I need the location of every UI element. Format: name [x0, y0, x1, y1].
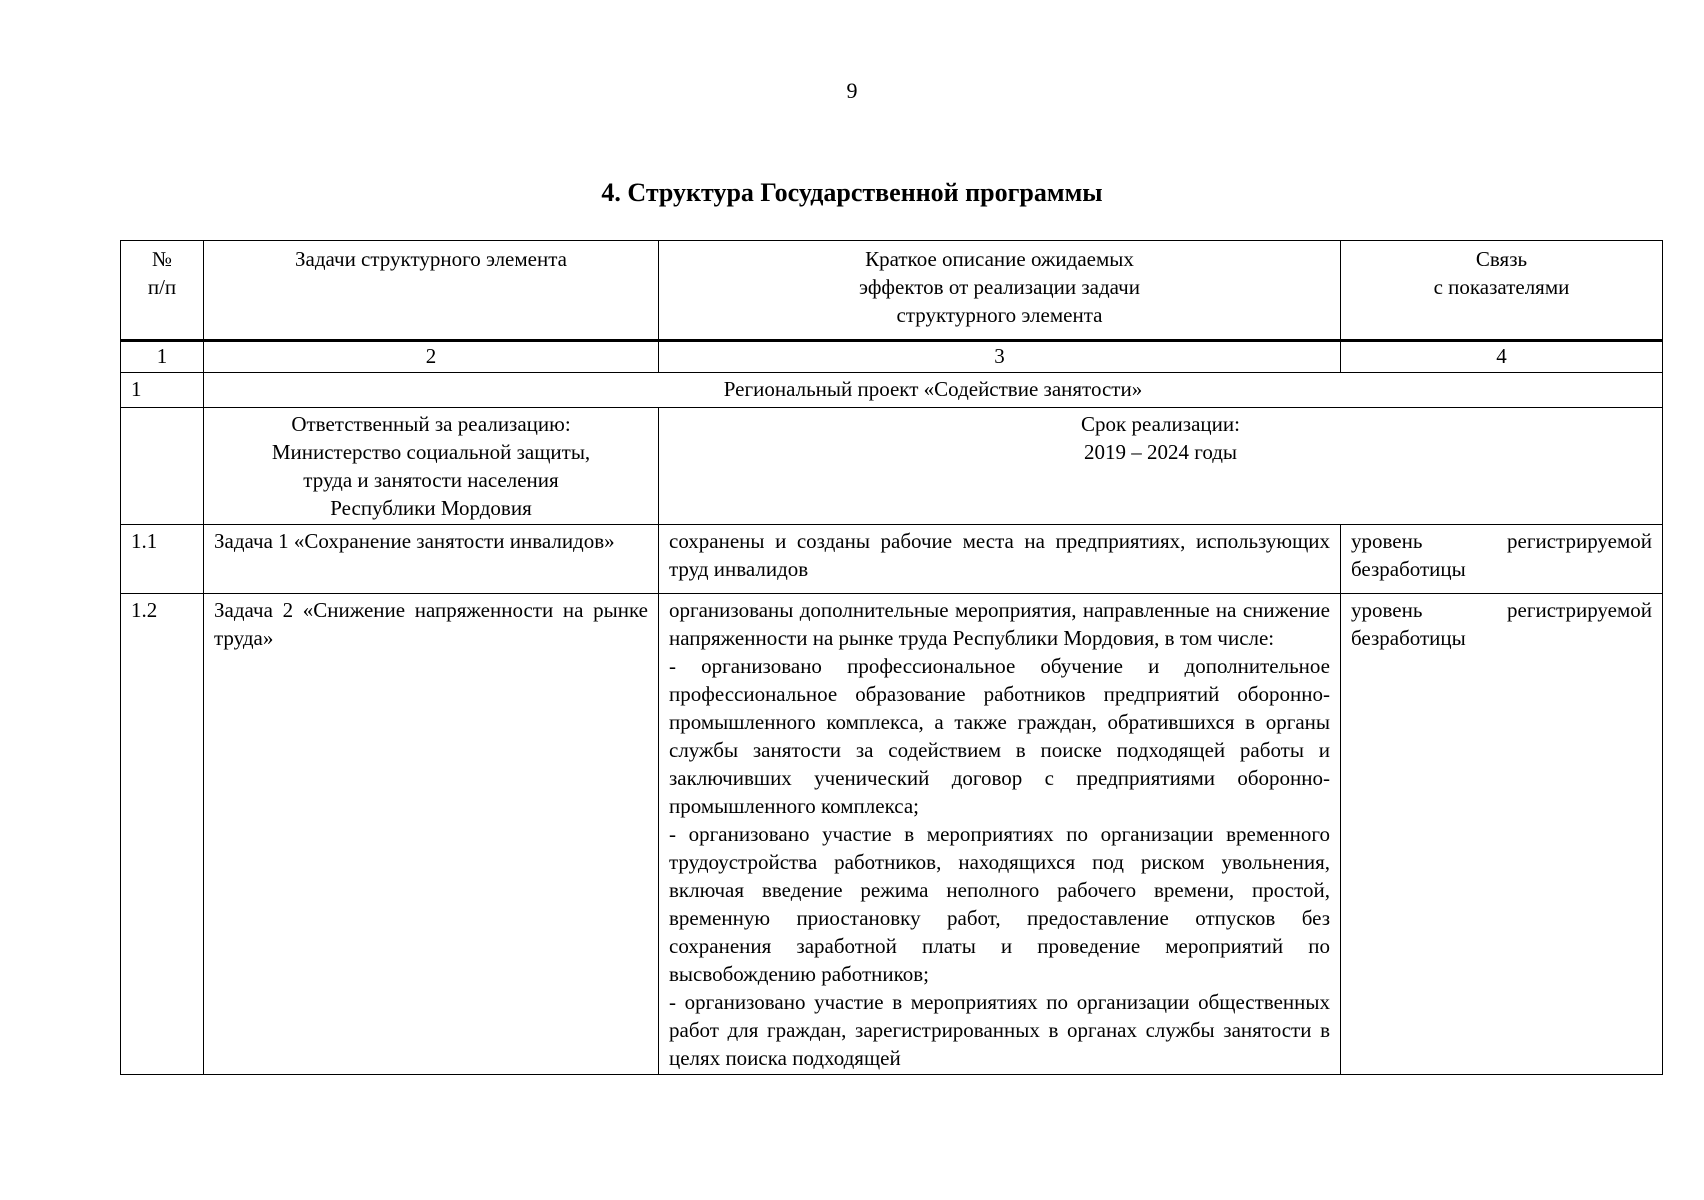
row-description: сохранены и созданы рабочие места на предприятиях, использующих труд инвалидов — [659, 525, 1341, 594]
row-indicator: уровень регистрируемой безработицы — [1341, 594, 1663, 1075]
column-number: 1 — [121, 341, 204, 373]
row-num: 1.1 — [121, 525, 204, 594]
project-responsible: Ответственный за реализацию: Министерство социальной защиты, труда и занятости населения Республики Мордовия — [204, 408, 659, 525]
table-header-row — [121, 241, 1663, 341]
project-row — [121, 373, 1663, 408]
header-num: № п/п — [121, 241, 204, 341]
section-title: 4. Структура Государственной программы — [601, 178, 1103, 207]
project-details-row — [121, 408, 1663, 525]
header-indicators: Связь с показателями — [1341, 241, 1663, 341]
column-number: 4 — [1341, 341, 1663, 373]
row-description: организованы дополнительные мероприятия, направленные на снижение напряженности на рынке труда Республики Мордовия, в том числе: - организовано профессиональное обучение и дополнительное профессиональное образование работников предприятий оборонно-промышленного комплекса, а также граждан, обратившихся в органы службы занятости за содействием в поиске подходящей работы и заключивших ученический договор с предприятиями оборонно-промышленного комплекса; - организовано участие в мероприятиях по организации временного трудоустройства работников, находящихся под риском увольнения, включая введение режима неполного рабочего времени, простой, временную приостановку работ, предоставление отпусков без сохранения заработной платы и проведение мероприятий по высвобождению работников; - организовано участие в мероприятиях по организации общественных работ для граждан, зарегистрированных в органах службы занятости в целях поиска подходящей — [659, 594, 1341, 1075]
table-row — [121, 594, 1663, 1075]
table-row — [121, 525, 1663, 594]
project-num: 1 — [121, 373, 204, 408]
structure-table — [120, 240, 1663, 1075]
row-task: Задача 1 «Сохранение занятости инвалидов» — [204, 525, 659, 594]
row-task: Задача 2 «Снижение напряженности на рынке труда» — [204, 594, 659, 1075]
header-description: Краткое описание ожидаемых эффектов от реализации задачи структурного элемента — [659, 241, 1341, 341]
project-term: Срок реализации: 2019 – 2024 годы — [659, 408, 1663, 525]
empty-cell — [121, 408, 204, 525]
column-number: 2 — [204, 341, 659, 373]
header-tasks: Задачи структурного элемента — [204, 241, 659, 341]
column-number: 3 — [659, 341, 1341, 373]
page-number: 9 — [846, 78, 858, 103]
row-indicator: уровень регистрируемой безработицы — [1341, 525, 1663, 594]
column-number-row — [121, 341, 1663, 373]
row-num: 1.2 — [121, 594, 204, 1075]
project-title: Региональный проект «Содействие занятости» — [204, 373, 1663, 408]
